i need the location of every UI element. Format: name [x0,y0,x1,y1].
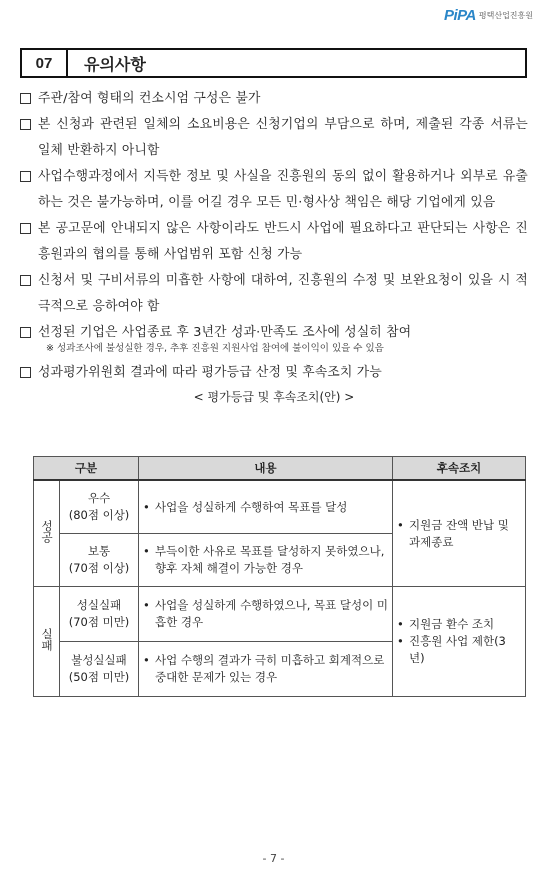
section-title: 유의사항 [84,54,146,74]
page-number: - 7 - [262,852,285,865]
notice-text: 신청서 및 구비서류의 미흡한 사항에 대하여, 진흥원의 수정 및 보완요청이 있을 시 적극적으로 응하여야 함 [38,273,528,314]
checkbox-icon [20,275,31,286]
notice-item [20,86,528,112]
follow-cell-failure: • 지원금 환수 조치 • 진흥원 사업 제한(3년) [393,587,526,697]
logo-name: 평택산업진흥원 [478,11,533,20]
grade-cell: 우수 (80점 이상) [60,480,139,534]
notice-item [20,360,528,386]
notice-text: 주관/참여 형태의 컨소시엄 구성은 불가 [38,91,261,106]
notice-footnote: ※ 성과조사에 불성실한 경우, 추후 진흥원 지원사업 참여에 불이익이 있을 수 있음 [46,343,384,354]
notice-item [20,164,528,216]
section-header [20,48,527,78]
notice-list [20,86,528,406]
table-row [34,587,526,642]
follow-cell-success: • 지원금 잔액 반납 및 과제종료 [393,480,526,587]
header-category: 구분 [34,457,139,481]
evaluation-table [33,456,526,697]
checkbox-icon [20,119,31,130]
notice-item [20,320,528,346]
logo [444,7,533,24]
logo-mark: PiPA [443,7,476,24]
notice-text: 사업수행과정에서 지득한 정보 및 사실을 진흥원의 동의 없이 활용하거나 외부로 유출하는 것은 불가능하며, 이를 어길 경우 모든 민·형사상 책임은 해당 기업에게 있음 [38,169,528,210]
grade-cell: 불성실실패 (50점 미만) [60,642,139,697]
checkbox-icon [20,93,31,104]
grade-cell: 보통 (70점 이상) [60,534,139,587]
content-cell: • 사업 수행의 결과가 극히 미흡하고 회계적으로 중대한 문제가 있는 경우 [139,642,393,697]
content-cell: • 사업을 성실하게 수행하여 목표를 달성 [139,480,393,534]
checkbox-icon [20,223,31,234]
header-follow: 후속조치 [393,457,526,481]
table-row [34,480,526,534]
content-cell: • 부득이한 사유로 목표를 달성하지 못하였으나, 향후 자체 해결이 가능한 경우 [139,534,393,587]
content-cell: • 사업을 성실하게 수행하였으나, 목표 달성이 미흡한 경우 [139,587,393,642]
group-failure: 실패 [34,587,60,697]
checkbox-icon [20,327,31,338]
checkbox-icon [20,171,31,182]
section-number: 07 [35,54,53,72]
notice-item [20,216,528,268]
table-caption: < 평가등급 및 후속조치(안) > [193,390,355,404]
notice-item [20,268,528,320]
notice-text: 본 신청과 관련된 일체의 소요비용은 신청기업의 부담으로 하며, 제출된 각종 서류는 일체 반환하지 아니함 [38,117,528,158]
group-success: 성공 [34,480,60,587]
notice-item [20,112,528,164]
notice-text: 성과평가위원회 결과에 따라 평가등급 산정 및 후속조치 가능 [38,365,382,380]
header-content: 내용 [139,457,393,481]
notice-text: 본 공고문에 안내되지 않은 사항이라도 반드시 사업에 필요하다고 판단되는 사항은 진흥원과의 협의를 통해 사업범위 포함 신청 가능 [38,221,528,262]
grade-cell: 성실실패 (70점 미만) [60,587,139,642]
checkbox-icon [20,367,31,378]
notice-text: 선정된 기업은 사업종료 후 3년간 성과·만족도 조사에 성실히 참여 [38,325,412,340]
